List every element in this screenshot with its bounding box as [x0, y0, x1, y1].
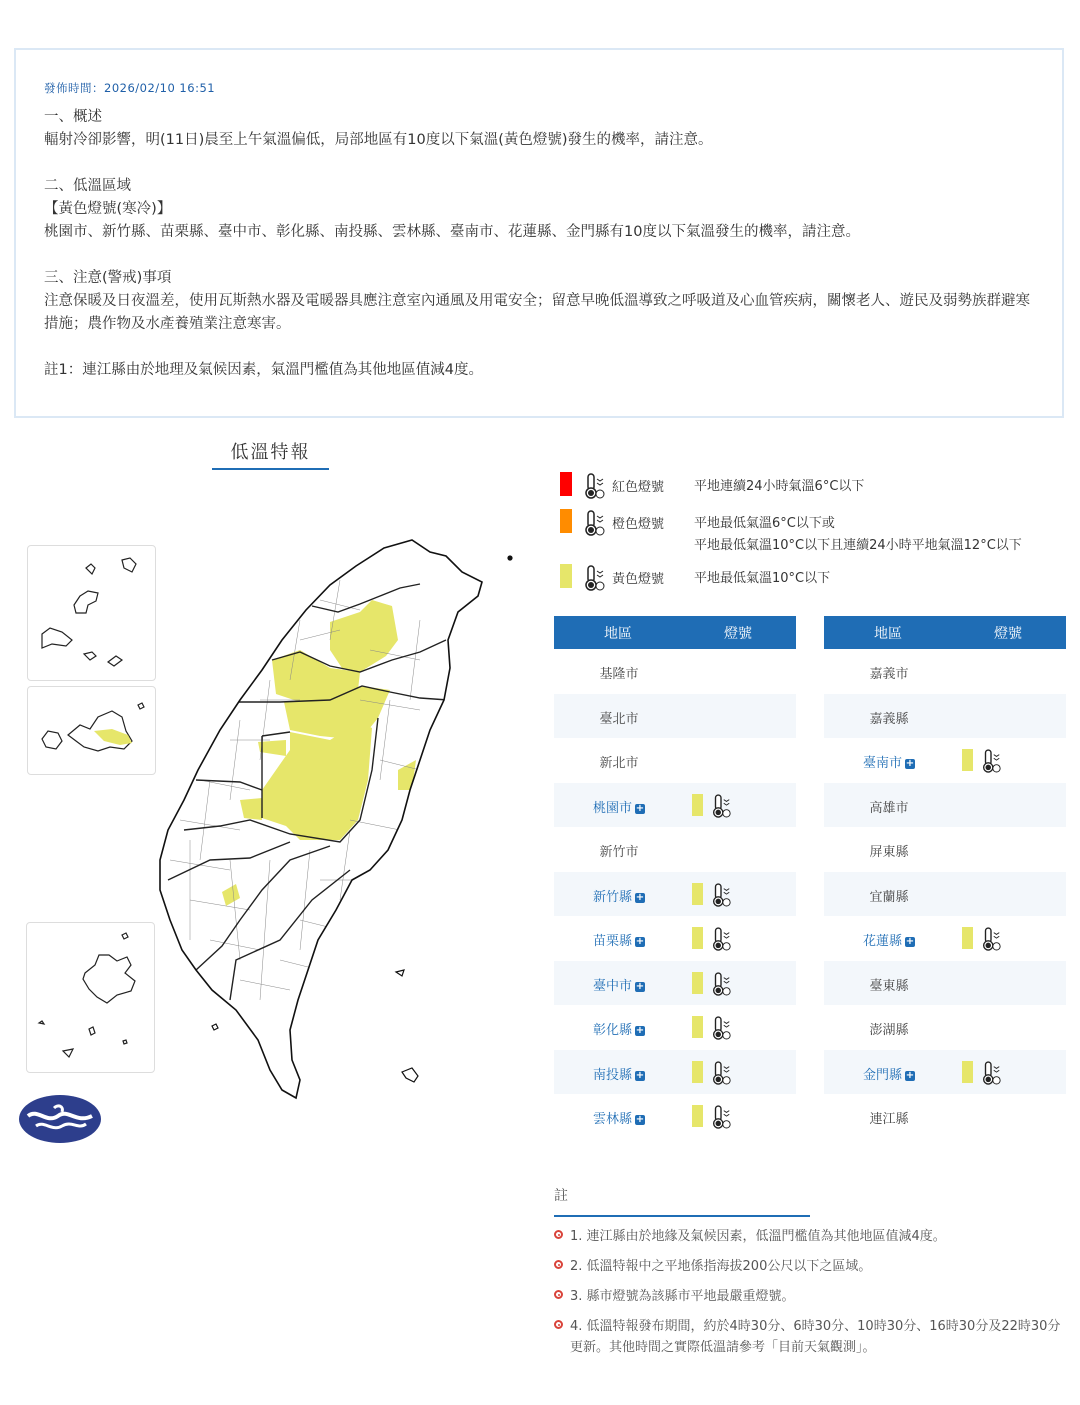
expand-icon[interactable]: +: [905, 936, 915, 947]
bulletin-body: [44, 106, 1044, 382]
legend-yellow-desc-line: 平地最低氣溫10°C以下: [694, 571, 831, 586]
signal-swatch: [962, 927, 973, 949]
region-label: 澎湖縣: [869, 1023, 909, 1038]
region-label: 宜蘭縣: [869, 889, 909, 905]
region-label: 南投縣: [592, 1067, 632, 1083]
expand-icon[interactable]: +: [905, 758, 915, 769]
region-name[interactable]: [554, 930, 684, 949]
expand-icon[interactable]: +: [635, 802, 645, 814]
thermometer-icon: [710, 792, 732, 824]
section3-text: 注意保暖及日夜溫差，使用瓦斯熱水器及電暖器具應注意室內通風及用電安全；留意早晚低溫導致之呼吸道及心血管疾病，關懷老人、遊民及弱勢族群避寒措施；農作物及水產養殖業注意寒害。: [44, 293, 1030, 332]
table-row: [824, 694, 1066, 739]
table-row: [554, 827, 796, 872]
region-label: 桃園市: [592, 800, 632, 816]
region-label: 臺東縣: [869, 978, 909, 994]
region-label: 苗栗縣: [592, 934, 632, 949]
signal-swatch: [692, 1016, 703, 1038]
region-label: 臺南市: [862, 756, 902, 771]
signal-swatch: [692, 1061, 703, 1083]
expand-icon[interactable]: +: [635, 891, 645, 903]
region-label: 屏東縣: [869, 845, 909, 860]
region-name: [554, 752, 684, 771]
table-row: [554, 649, 796, 694]
header-region: 地區: [604, 626, 632, 642]
region-label: 金門縣: [862, 1067, 902, 1083]
region-name[interactable]: [554, 1019, 684, 1038]
table-row: [824, 783, 1066, 828]
legend-orange-desc-line1: 平地最低氣溫6°C以下或: [694, 516, 835, 531]
map-title: 低溫特報: [212, 438, 329, 470]
region-label: 雲林縣: [592, 1112, 632, 1127]
legend-red-desc-line: 平地連續24小時氣溫6°C以下: [694, 479, 865, 494]
inset-penghu[interactable]: [26, 922, 155, 1073]
table-row: [824, 827, 1066, 872]
legend-red-desc: [694, 476, 864, 498]
note-item: [554, 1286, 1064, 1307]
thermometer-icon: [980, 1059, 1002, 1091]
region-name[interactable]: [824, 752, 954, 771]
legend-yellow-swatch: [560, 564, 572, 588]
region-name: [824, 708, 954, 727]
bullet-icon: [554, 1230, 563, 1239]
region-name: [554, 663, 684, 682]
table-row: [554, 1094, 796, 1139]
legend-orange-swatch: [560, 509, 572, 533]
expand-icon[interactable]: +: [635, 1069, 645, 1081]
table-row: [824, 872, 1066, 917]
table-header: [824, 616, 1066, 649]
header-region: 地區: [874, 626, 902, 642]
table-row: [554, 916, 796, 961]
thermometer-icon: [582, 472, 606, 500]
table-row: [824, 738, 1066, 783]
thermometer-icon: [710, 1014, 732, 1046]
region-table-left: [554, 616, 796, 1139]
inset-matsu[interactable]: [27, 545, 156, 681]
legend-orange-desc-line2: 平地最低氣溫10°C以下且連續24小時平地氣溫12°C以下: [694, 538, 1022, 553]
region-label: 彰化縣: [592, 1023, 632, 1038]
table-row: [554, 1050, 796, 1095]
thermometer-icon: [710, 881, 732, 913]
section3-title: 三、注意(警戒)事項: [44, 270, 172, 286]
region-name: [824, 975, 954, 994]
expand-icon[interactable]: +: [635, 1114, 645, 1125]
inset-kinmen[interactable]: [27, 686, 156, 775]
notes-section: [554, 1185, 1064, 1358]
bulletin-panel: [14, 48, 1064, 418]
region-name[interactable]: [554, 1064, 684, 1083]
thermometer-icon: [710, 925, 732, 957]
expand-icon[interactable]: +: [635, 936, 645, 947]
region-label: 嘉義市: [869, 667, 909, 682]
table-row: [554, 961, 796, 1006]
cwa-logo: [18, 1094, 102, 1144]
thermometer-icon: [710, 1103, 732, 1135]
region-name: [824, 663, 954, 682]
table-row: [554, 1005, 796, 1050]
section2-label: 【黃色燈號(寒冷)】: [44, 201, 172, 217]
region-name: [824, 1019, 954, 1038]
notes-title: 註: [554, 1185, 810, 1217]
note-text: 3. 縣市燈號為該縣市平地最嚴重燈號。: [570, 1289, 795, 1304]
table-row: [824, 1094, 1066, 1139]
region-label: 新竹市: [599, 845, 639, 860]
expand-icon[interactable]: +: [635, 1025, 645, 1036]
region-label: 花蓮縣: [862, 934, 902, 949]
region-label: 新北市: [599, 756, 639, 771]
table-row: [554, 872, 796, 917]
thermometer-icon: [980, 925, 1002, 957]
thermometer-icon: [710, 970, 732, 1002]
note-item: [554, 1226, 1064, 1247]
region-label: 高雄市: [869, 800, 909, 816]
legend-yellow-desc: [694, 568, 830, 590]
legend-yellow-name: 黃色燈號: [612, 572, 665, 587]
signal-swatch: [692, 883, 703, 905]
region-label: 嘉義縣: [869, 711, 909, 727]
region-name[interactable]: [824, 1064, 954, 1083]
table-header: [554, 616, 796, 649]
section2-text: 桃園市、新竹縣、苗栗縣、臺中市、彰化縣、南投縣、雲林縣、臺南市、花蓮縣、金門縣有10度以下氣溫發生的機率，請注意。: [44, 224, 860, 240]
publish-time: 發佈時間：2026/02/10 16:51: [44, 81, 216, 95]
thermometer-icon: [980, 747, 1002, 779]
bullet-icon: [554, 1290, 563, 1299]
region-label: 新竹縣: [592, 889, 632, 905]
thermometer-icon: [582, 564, 606, 592]
region-table-right: [824, 616, 1066, 1139]
region-label: 基隆市: [599, 667, 639, 682]
table-row: [824, 916, 1066, 961]
legend-red-swatch: [560, 472, 572, 496]
signal-swatch: [962, 1061, 973, 1083]
thermometer-icon: [582, 509, 606, 537]
region-name: [824, 797, 954, 816]
bullet-icon: [554, 1320, 563, 1329]
region-name: [824, 886, 954, 905]
region-name: [554, 708, 684, 727]
table-row: [554, 738, 796, 783]
region-name[interactable]: [554, 975, 684, 994]
taiwan-map: [150, 530, 520, 1105]
section1-text: 輻射冷卻影響，明(11日)晨至上午氣溫偏低，局部地區有10度以下氣溫(黃色燈號)發生的機率，請注意。: [44, 132, 713, 148]
region-name[interactable]: [554, 797, 684, 816]
region-label: 臺北市: [599, 711, 639, 727]
region-name[interactable]: [554, 1108, 684, 1127]
note-item: [554, 1256, 1064, 1277]
region-name: [824, 841, 954, 860]
expand-icon[interactable]: +: [905, 1069, 915, 1081]
note-text: 4. 低溫特報發布期間，約於4時30分、6時30分、10時30分、16時30分及22時30分更新。其他時間之實際低溫請參考「目前天氣觀測」。: [570, 1319, 1061, 1355]
signal-swatch: [692, 794, 703, 816]
signal-swatch: [692, 1105, 703, 1127]
table-row: [824, 1005, 1066, 1050]
signal-swatch: [692, 927, 703, 949]
table-row: [824, 1050, 1066, 1095]
region-name[interactable]: [554, 886, 684, 905]
legend-red-name: 紅色燈號: [612, 480, 665, 495]
header-signal: 燈號: [724, 626, 752, 642]
table-row: [824, 649, 1066, 694]
bulletin-note: 註1：連江縣由於地理及氣候因素，氣溫門檻值為其他地區值減4度。: [44, 362, 483, 378]
bullet-icon: [554, 1260, 563, 1269]
table-row: [554, 694, 796, 739]
note-text: 2. 低溫特報中之平地係指海拔200公尺以下之區域。: [570, 1259, 872, 1274]
legend-orange-name: 橙色燈號: [612, 517, 665, 532]
header-signal: 燈號: [994, 626, 1022, 642]
section1-title: 一、概述: [44, 109, 102, 125]
table-row: [554, 783, 796, 828]
signal-swatch: [692, 972, 703, 994]
note-item[interactable]: [554, 1316, 1064, 1358]
region-label: 連江縣: [869, 1112, 909, 1127]
expand-icon[interactable]: +: [635, 980, 645, 992]
thermometer-icon: [710, 1059, 732, 1091]
table-row: [824, 961, 1066, 1006]
region-label: 臺中市: [592, 978, 632, 994]
legend-orange-desc: [694, 513, 1022, 557]
signal-swatch: [962, 749, 973, 771]
region-name: [824, 1108, 954, 1127]
region-name: [554, 841, 684, 860]
note-text: 1. 連江縣由於地緣及氣候因素，低溫門檻值為其他地區值減4度。: [570, 1229, 946, 1244]
region-name[interactable]: [824, 930, 954, 949]
section2-title: 二、低溫區域: [44, 178, 131, 194]
